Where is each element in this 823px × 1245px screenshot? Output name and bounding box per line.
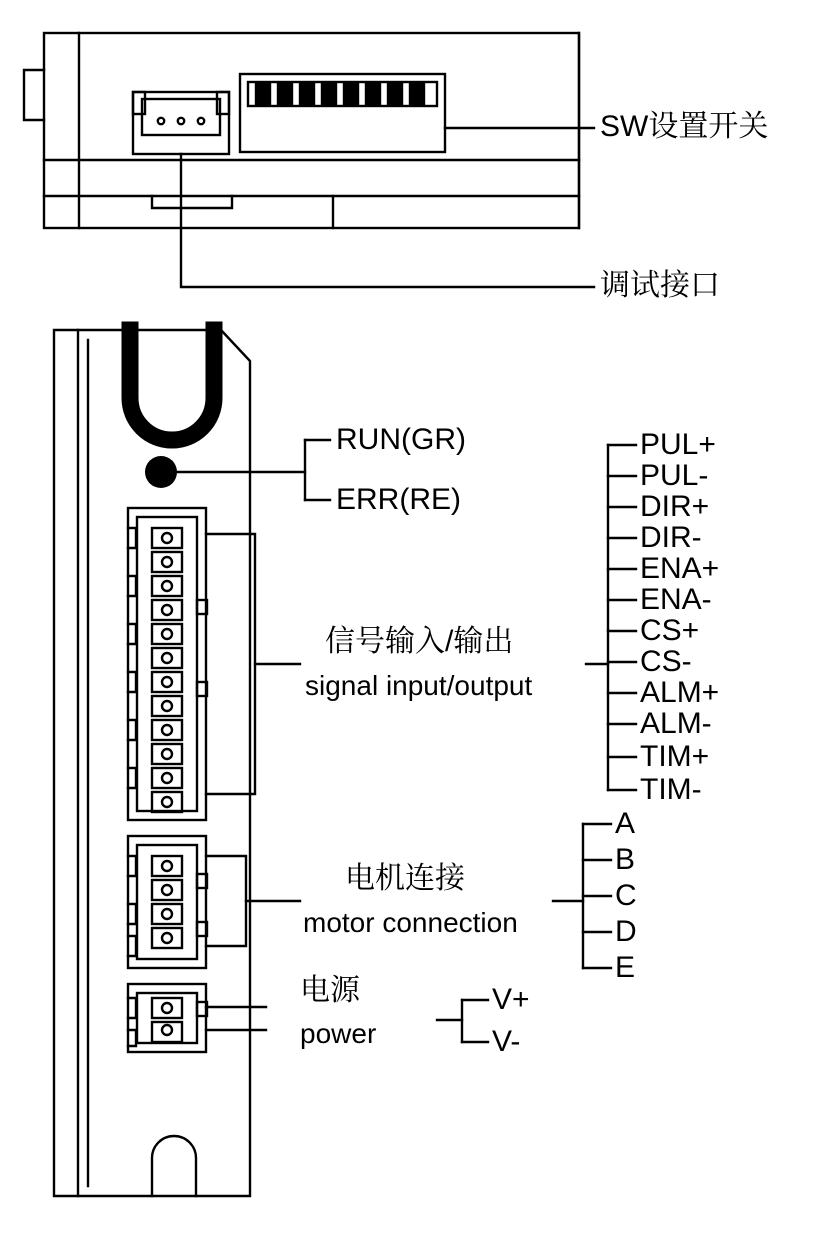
pin-label-ena-plus: ENA+ — [640, 552, 720, 585]
leader-motor-bracket — [206, 856, 246, 946]
dip-switch-block — [240, 74, 445, 152]
pin-label-pul-minus: PUL- — [640, 459, 709, 492]
label-motor-connection-en: motor connection — [303, 907, 518, 938]
pin-label-alm-plus: ALM+ — [640, 676, 720, 709]
label-sw-setting-switch: SW设置开关 — [600, 110, 769, 143]
debug-connector — [133, 92, 229, 154]
pin-label-pul-plus: PUL+ — [640, 428, 716, 461]
pin-label-d: D — [615, 915, 637, 948]
pin-label-b: B — [615, 843, 636, 876]
label-signal-io-cn: 信号输入/输出 — [325, 625, 514, 658]
status-led-dot — [145, 456, 177, 488]
top-view-body — [24, 33, 579, 228]
signal-connector — [128, 508, 207, 820]
pin-label-v-minus: V- — [492, 1025, 521, 1058]
leader-debug-port — [181, 154, 594, 287]
pin-label-alm-minus: ALM- — [640, 707, 712, 740]
label-motor-connection-cn: 电机连接 — [345, 862, 465, 895]
pin-label-cs-minus: CS- — [640, 645, 692, 678]
pin-label-a: A — [615, 807, 636, 840]
label-led-run: RUN(GR) — [336, 423, 466, 456]
label-debug-port: 调试接口 — [600, 269, 720, 302]
pin-label-c: C — [615, 879, 637, 912]
label-power-cn: 电源 — [300, 974, 360, 1007]
pin-label-dir-minus: DIR- — [640, 521, 702, 554]
pin-label-ena-minus: ENA- — [640, 583, 712, 616]
label-led-err: ERR(RE) — [336, 483, 461, 516]
pin-label-tim-minus: TIM- — [640, 773, 702, 806]
pin-label-e: E — [615, 951, 636, 984]
pin-label-cs-plus: CS+ — [640, 614, 700, 647]
label-power-en: power — [300, 1018, 377, 1049]
leader-signal-bracket — [206, 534, 255, 794]
pin-label-v-plus: V+ — [492, 983, 530, 1016]
power-connector — [128, 984, 207, 1052]
label-signal-io-en: signal input/output — [305, 670, 533, 701]
pin-label-tim-plus: TIM+ — [640, 740, 710, 773]
motor-connector — [128, 836, 207, 968]
pin-label-dir-plus: DIR+ — [640, 490, 710, 523]
